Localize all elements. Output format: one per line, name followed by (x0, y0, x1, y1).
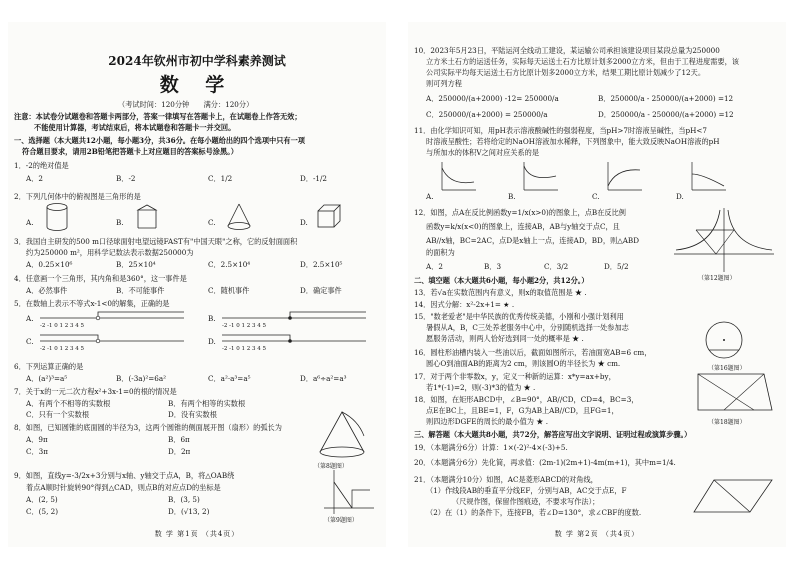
q1-option-c: C．1/2 (208, 174, 233, 183)
question-13: 13．若√a在实数范围内有意义，则x的取值范围是 ★ . (414, 288, 587, 297)
question-2: 2．下列几何体中的俯视图是三角形的是 (14, 192, 141, 201)
question-15-cont-1: 暑假从A，B，C三处养老服务中心中，分别随机选择一处参加志 (426, 323, 629, 332)
q2-option-b: B. (116, 218, 124, 227)
number-line-labels: -2 -1 0 1 2 3 4 5 (222, 323, 266, 329)
q10-option-b: B．250000/a - 250000/(a+2000) =12 (598, 94, 734, 103)
q12-option-d: D．5/2 (604, 262, 629, 271)
question-12-cont-2: AB//x轴，BC=2AC，点D是x轴上一点，连接AD，BD，则△ABD (426, 236, 639, 245)
number-line-icon (38, 333, 188, 345)
question-18-cont-2: 则四边形DGFE的周长的最小值为 ★ . (426, 417, 549, 426)
coordinate-figure-9 (320, 468, 376, 516)
q6-option-a: A．(a²)³=a⁵ (26, 374, 68, 383)
question-10-cont-3: 则可列方程 (426, 79, 462, 88)
q3-option-d: D．2.5×10⁵ (300, 260, 343, 269)
q1-option-a: A．2 (26, 174, 43, 183)
ph-graph-icon (688, 160, 728, 194)
figure-9-caption: （第9题图） (324, 517, 358, 524)
trapezoid-figure-18 (694, 370, 776, 416)
exam-note-1: 注意：本试卷分试题卷和答题卡两部分，答案一律填写在答题卡上，在试题卷上作答无效； (14, 112, 302, 121)
q5-option-b: B. (208, 314, 216, 323)
subject-title: 数 学 (159, 74, 235, 96)
question-21-part-1: （1）作线段AB的垂直平分线EF，分别与AB，AC交于点E，F (426, 486, 627, 495)
question-17: 17．对于两个非零数x，y，定义一种新的运算：x*y=ax+by， (414, 372, 616, 381)
question-17-cont: 若1*(-1)=2，则(-3)*3的值为 ★ . (426, 383, 536, 392)
question-11-cont-2: 与所加水的体积V之间对应关系的是 (426, 148, 540, 157)
q9-option-a: A．(2, 5) (26, 495, 58, 504)
question-12-cont-3: 的面积为 (426, 248, 455, 257)
cone-icon (224, 202, 254, 232)
question-18-cont-1: 点E在BC上，且BE=1，F，G为AB上AB//CD，且FG=1， (426, 406, 619, 415)
hyperbola-figure-12 (670, 206, 778, 274)
q11-option-c: C. (592, 192, 600, 201)
q4-option-c: C．随机事件 (208, 286, 250, 295)
section-1-heading: 一、选择题（本大题共12小题，每小题3分，共36分。在每小题给出的四个选项中只有一项 (14, 136, 305, 145)
figure-18-caption: （第18题图） (708, 419, 746, 426)
figure-8-caption: （第8题图） (314, 463, 348, 470)
rhombus-figure-21 (690, 474, 776, 518)
q4-option-b: B．不可能事件 (116, 286, 165, 295)
question-16-cont: 圆心O到油面AB的距离为2 cm，则该圆O的半径长为 ★ cm. (426, 359, 621, 368)
question-20: 20．（本题满分6分）先化简，再求值：(2m-1)(2m+1)-4m(m+1)，其中m=1/4. (414, 458, 676, 467)
question-9-cont: 着点A顺时针旋转90°得到△CAD，则点B的对应点D的坐标是 (26, 483, 221, 492)
number-line-labels: -2 -1 0 1 2 3 4 5 (40, 323, 84, 329)
q5-option-c: C. (26, 337, 34, 346)
question-21-part-1-note: （尺规作图，保留作图痕迹，不要求写作法）； (452, 497, 600, 506)
ph-graph-icon (604, 160, 644, 194)
q2-option-c: C. (208, 218, 216, 227)
number-line-icon (220, 310, 370, 322)
q11-option-d: D. (676, 192, 684, 201)
figure-12-caption: （第12题图） (698, 275, 736, 282)
q2-option-d: D. (300, 218, 308, 227)
question-3: 3．我国自主研发的500 m口径球面射电望远镜FAST有"中国天眼"之称，它的反射面面积 (14, 237, 298, 246)
q12-option-b: B．3 (484, 262, 502, 271)
question-21: 21．（本题满分10分）如图，AC是菱形ABCD的对角线， (414, 475, 598, 484)
q6-option-d: D．a⁶÷a²=a³ (300, 374, 347, 383)
question-1: 1．-2的绝对值是 (14, 161, 69, 170)
question-14: 14．因式分解：x²-2x+1= ★ . (414, 300, 515, 309)
question-11-cont-1: 时溶液呈酸性；若将给定的NaOH溶液加水稀释，下列图象中，能大致反映NaOH溶液的pH (426, 137, 720, 146)
triangular-prism-icon (132, 202, 162, 232)
q6-option-c: C．a²·a³=a⁵ (208, 374, 251, 383)
question-18: 18．如图，在矩形ABCD中，∠B=90°，AB//CD，CD=4，BC=3， (414, 395, 639, 404)
q12-option-c: C．3/2 (544, 262, 569, 271)
question-15: 15．"数老爱老"是中华民族的优秀传统美德，小刚和小强计划利用 (414, 312, 624, 321)
q1-option-d: D．-1/2 (300, 174, 327, 183)
exam-note-2: 不能使用计算器，考试结束后，将本试题卷和答题卡一并交回。 (34, 123, 236, 132)
cone-sector-figure (312, 408, 372, 460)
number-line-labels: -2 -1 0 1 2 3 4 5 (40, 346, 84, 352)
q1-option-b: B．-2 (116, 174, 136, 183)
page-footer-1: 数 学 第1页 （共4页） (154, 530, 240, 538)
q8-option-b: B．6π (168, 435, 190, 444)
question-6: 6．下列运算正确的是 (14, 362, 84, 371)
q4-option-a: A．必然事件 (26, 286, 68, 295)
question-12: 12．如图，点A在反比例函数y=1/x(x>0)的图象上，点B在反比例 (414, 208, 626, 217)
page-footer-2: 数 学 第2页 （共4页） (554, 530, 640, 538)
ph-graph-icon (438, 160, 478, 194)
question-21-part-2: （2）在（1）的条件下，连接FB，若∠D=130°，求∠CBF的度数. (426, 508, 642, 517)
q12-option-a: A．2 (426, 262, 443, 271)
cylinder-icon (42, 202, 72, 232)
section-3-heading: 三、解答题（本大题共8小题，共72分，解答应写出文字说明、证明过程或演算步骤。） (414, 430, 692, 439)
cube-icon (314, 202, 344, 232)
question-16: 16．圆柱形油槽内装入一些油以后，截面如图所示，若油面宽AB=6 cm， (414, 348, 652, 357)
question-10-cont-2: 公司实际平均每天运送土石方比原计划多2000立方米，结果工期比原计划减少了12天。 (426, 68, 706, 77)
question-10: 10．2023年5月23日，平陆运河全线动工建设，某运输公司承担该建设项目某段总量为250000 (414, 46, 720, 55)
q4-option-d: D．确定事件 (300, 286, 342, 295)
q11-option-a: A. (426, 192, 434, 201)
q7-option-a: A．有两个不相等的实数根 (26, 399, 111, 408)
exam-title: 2024年钦州市初中学科素养测试 (108, 54, 286, 68)
question-9: 9．如图，直线y=-3/2x+3分别与x轴、y轴交于点A，B，将△OAB绕 (14, 471, 235, 480)
number-line-icon (220, 333, 370, 345)
q9-option-c: C．(5, 2) (26, 507, 59, 516)
q7-option-c: C．只有一个实数根 (26, 410, 90, 419)
exam-page-2 (408, 22, 786, 547)
exam-meta: （考试时间：120分钟 满分：120分） (118, 100, 254, 109)
number-line-icon (38, 310, 188, 322)
question-15-cont-2: 愿服务活动，则两人恰好选到同一处的概率是 ★ . (426, 334, 584, 343)
q5-option-a: A. (26, 314, 34, 323)
q7-option-d: D．没有实数根 (168, 410, 217, 419)
ph-graph-icon (520, 160, 560, 194)
question-8: 8．如图，已知圆锥的底面圆的半径为3，这两个圆锥的侧面展开图（扇形）的弧长为 (14, 423, 282, 432)
circle-figure-16 (698, 318, 750, 362)
question-7: 7．关于x的一元二次方程x²+3x-1=0的根的情况是 (14, 387, 177, 396)
section-2-heading: 二、填空题（本大题共6小题，每小题2分，共12分。） (414, 276, 589, 285)
q10-option-c: C．250000/(a+2000) = 250000/a (426, 110, 548, 119)
q9-option-b: B．(3, 5) (168, 495, 200, 504)
q3-option-a: A．0.25×10⁶ (26, 260, 73, 269)
figure-16-caption: （第16题图） (708, 365, 746, 372)
q6-option-b: B．(-3a)²=6a² (116, 374, 167, 383)
q7-option-b: B．有两个相等的实数根 (168, 399, 246, 408)
question-12-cont-1: 函数y=k/x(x<0)的图象上，连接AB，AB与y轴交于点C，且 (426, 222, 620, 231)
question-4: 4．任意画一个三角形，其内角和是360°，这一事件是 (14, 274, 187, 283)
q5-option-d: D. (208, 337, 216, 346)
q10-option-a: A．250000/(a+2000) -12= 250000/a (426, 94, 559, 103)
q10-option-d: D．250000/a - 250000/(a+2000) =12 (598, 110, 734, 119)
q8-option-a: A．9π (26, 435, 48, 444)
q11-option-b: B. (508, 192, 516, 201)
question-5: 5．在数轴上表示不等式x-1<0的解集，正确的是 (14, 299, 170, 308)
q8-option-c: C．3π (26, 447, 48, 456)
question-11: 11．由化学知识可知，用pH表示溶液酸碱性的强弱程度，当pH>7时溶液呈碱性，当pH<7 (414, 126, 707, 135)
q9-option-d: D．(√13, 2) (168, 507, 210, 516)
q3-option-c: C．2.5×10⁴ (208, 260, 251, 269)
q3-option-b: B．25×10⁴ (116, 260, 156, 269)
question-19: 19．（本题满分6分）计算：1×(-2)²-4×(-3)+5. (414, 443, 568, 452)
exam-page-1 (8, 22, 386, 547)
question-3-cont: 约为250000 m²，用科学记数法表示数据250000为 (26, 248, 194, 257)
question-10-cont-1: 立方米土石方的运送任务，实际每天运送土石方比原计划多2000立方米，但由于工程进度需要，该 (426, 57, 739, 66)
section-1-heading-cont: 符合题目要求，请用2B铅笔把答题卡上对应题目的答案标号涂黑。） (22, 147, 238, 156)
q8-option-d: D．2π (168, 447, 191, 456)
q2-option-a: A. (26, 218, 34, 227)
number-line-labels: -2 -1 0 1 2 3 4 5 (222, 346, 266, 352)
